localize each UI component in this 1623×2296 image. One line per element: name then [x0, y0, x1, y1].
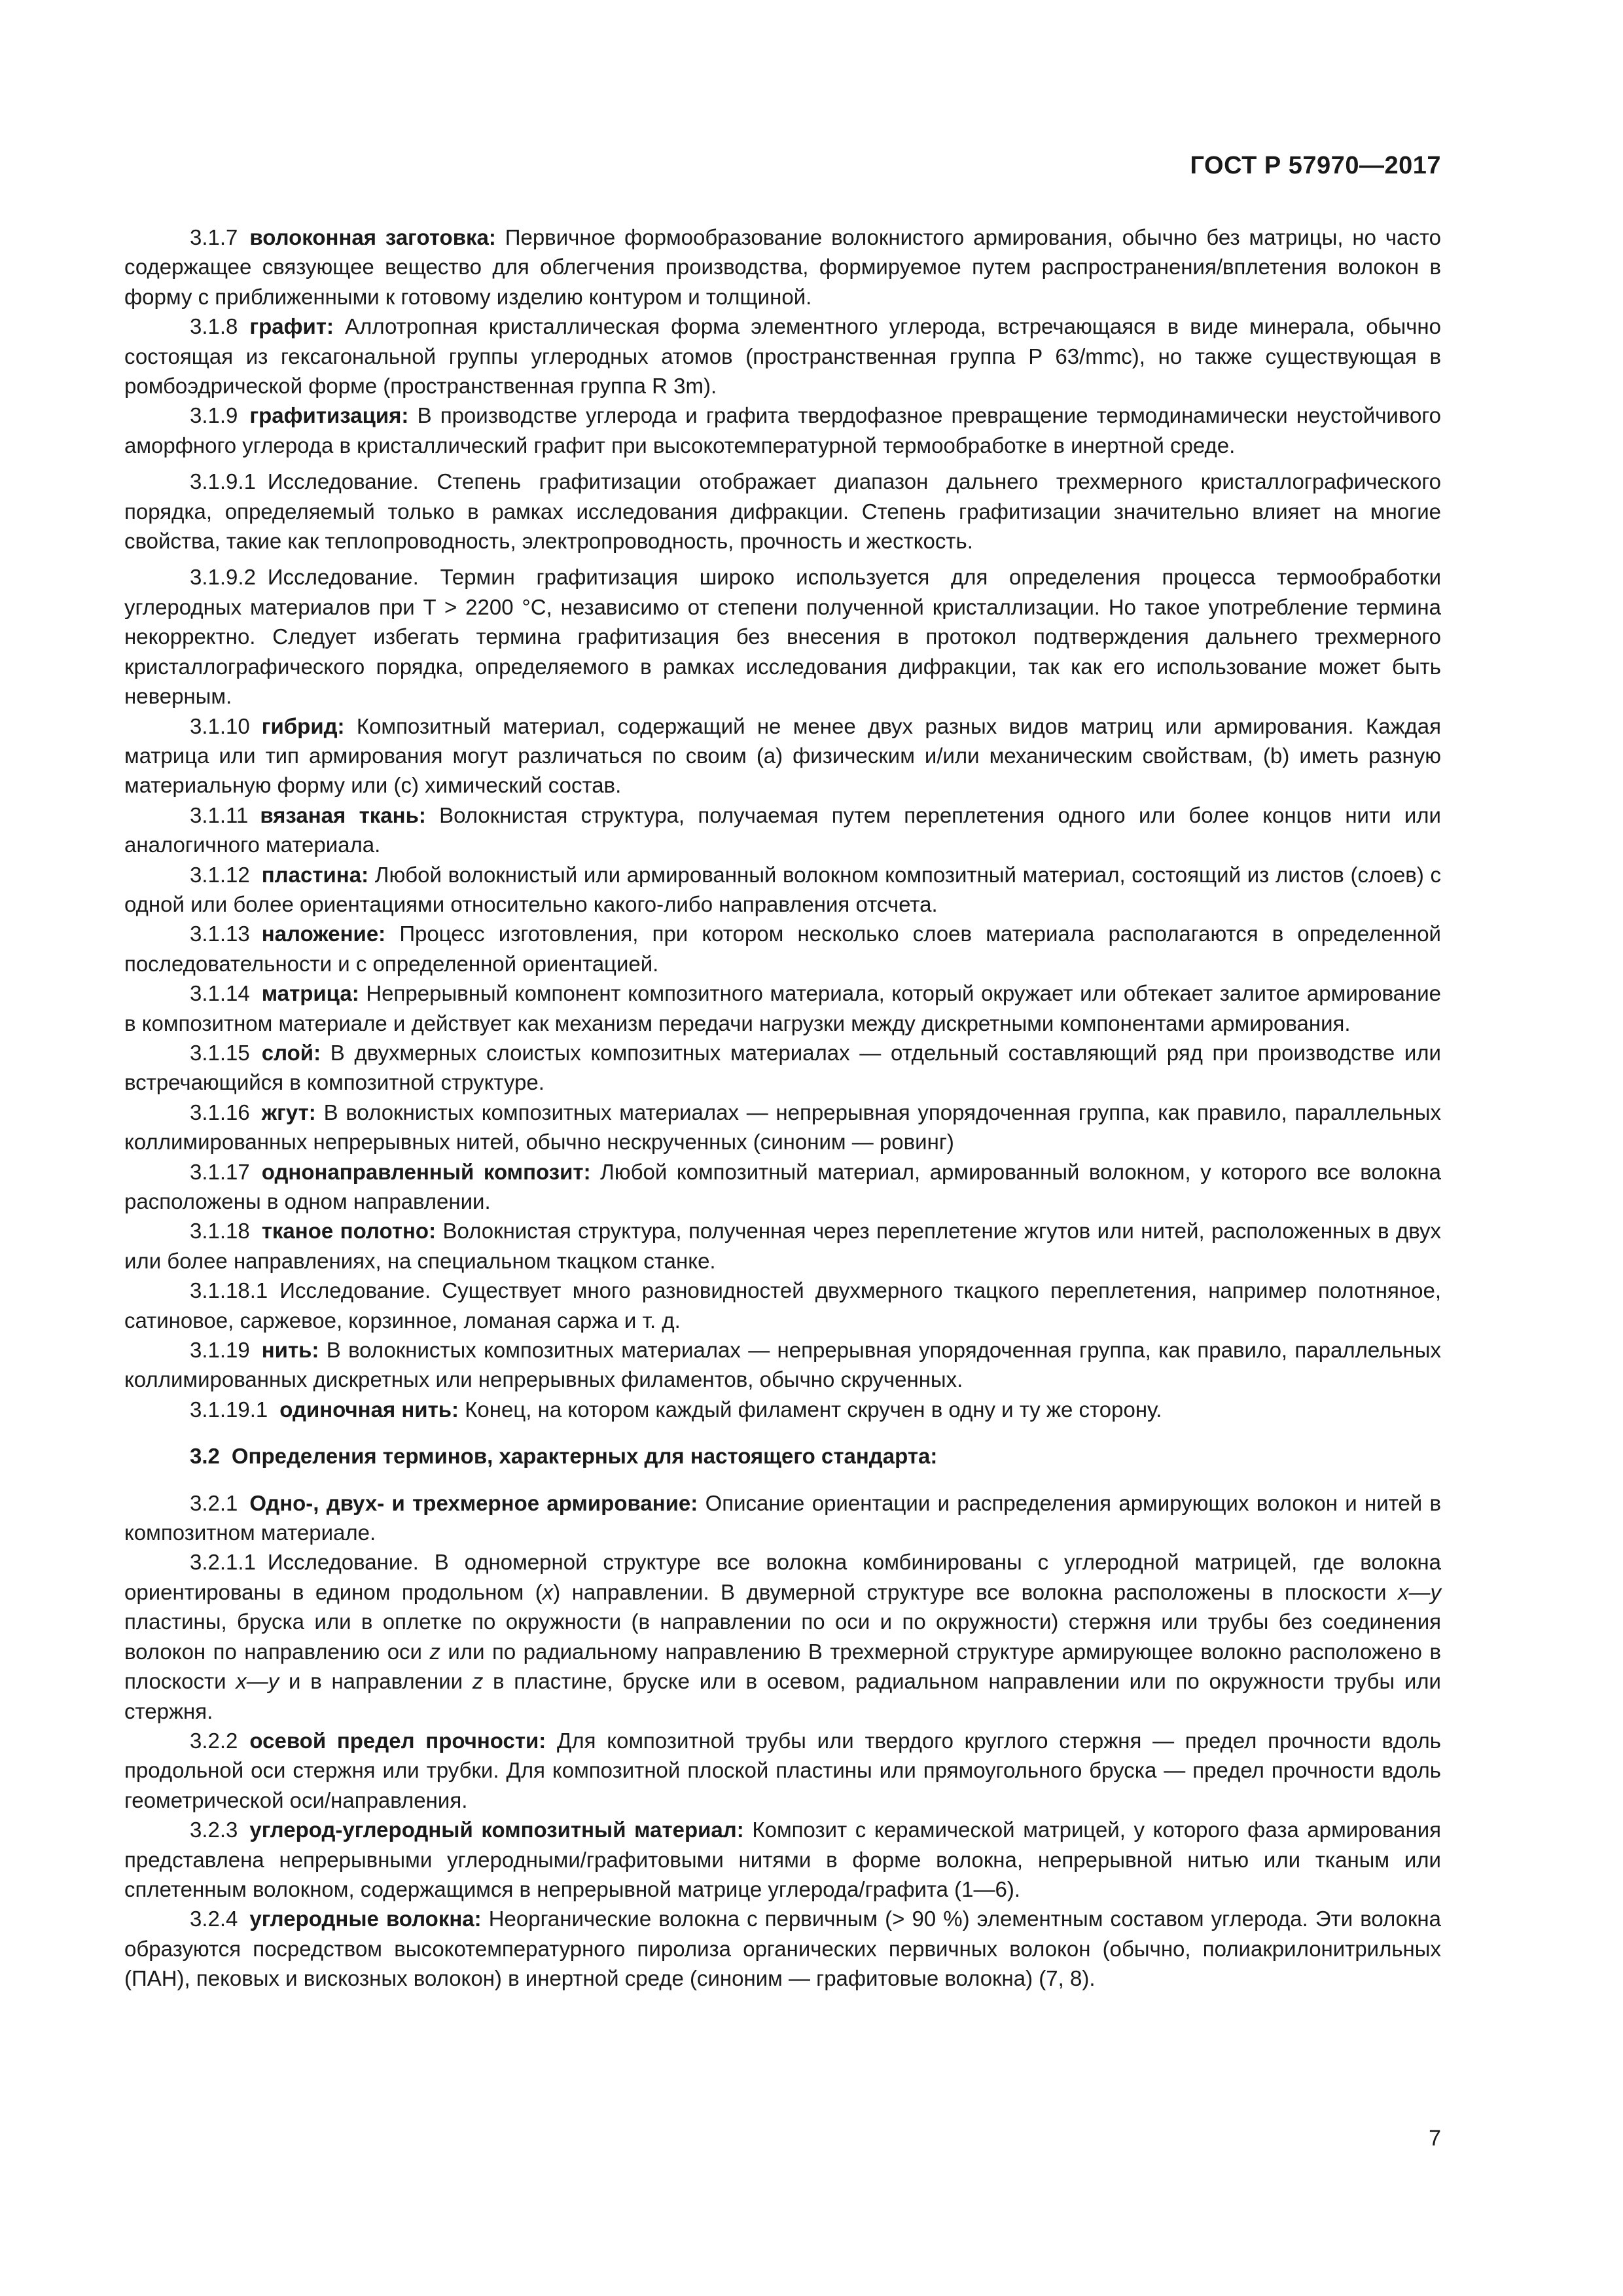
term: слой:: [261, 1040, 321, 1065]
entry-3-2-4: 3.2.4 углеродные волокна: Неорганические волокна с первичным (> 90 %) элементным составом углерода. Эти волокна образуются посредством высокотемпературного пиролиза органических первичных волокон (обычно, полиакрилонитрильных (ПАН), пековых и вискозных волокон) в инертной среде (синоним — графитовые волокна) (7, 8).: [124, 1907, 1441, 1991]
definition: Неорганические волокна с первичным (> 90 %) элементным составом углерода. Эти волокна образуются посредством высокотемпературного пиролиза органических первичных волокон (обычно, полиакрилонитрильных (ПАН), пековых и вискозных волокон) в инертной среде (синоним — графитовые волокна) (7, 8).: [124, 1907, 1441, 1991]
definition: Композитный материал, содержащий не менее двух разных видов матриц или армирования. Каждая матрица или тип армирования могут различаться по своим (a) физическим и/или механическим свойствам, (b) иметь разную материальную форму или (c) химический состав.: [124, 713, 1442, 798]
definition: Волокнистая структура, получаемая путем переплетения одного или более концов нити или аналогичного материала.: [124, 802, 1441, 857]
entry-3-1-9-2: 3.1.9.2 Исследование. Термин графитизация широко используется для определения процесса термообработки углеродных материалов при T > 2200 °C, независимо от степени полученной кристаллизации. Но такое употребление термина некорректно. Следует избегать термина графитизация без внесения в протокол подтверждения дальнего трехмерного кристаллографического порядка, определяемого в рамках исследования дифракции, так как его использование может быть неверным.: [124, 565, 1441, 709]
definition: Описание ориентации и распределения армирующих волокон и нитей в композитном материале.: [124, 1490, 1441, 1545]
entry-3-1-9: 3.1.9 графитизация: В производстве углерода и графита твердофазное превращение термодинамически неустойчивого аморфного углерода в кристаллический графит при высокотемпературной термообработке в инертной среде.: [124, 403, 1442, 457]
term: волоконная заготовка:: [249, 225, 496, 249]
term: углерод-углеродный композитный материал:: [249, 1818, 744, 1842]
entry-3-1-16: 3.1.16 жгут: В волокнистых композитных материалах — непрерывная упорядоченная группа, как правило, параллельных коллимированных непрерывных нитей, обычно нескрученных (синоним — ровинг): [124, 1100, 1442, 1155]
entry-3-1-19: 3.1.19 нить: В волокнистых композитных материалах — непрерывная упорядоченная группа, как правило, параллельных коллимированных дискретных или непрерывных филаментов, обычно скрученных.: [124, 1338, 1441, 1392]
entry-3-1-19-1: 3.1.19.1 одиночная нить: Конец, на котором каждый филамент скручен в одну и ту же сторону.: [190, 1397, 1162, 1422]
term: жгут:: [261, 1100, 316, 1124]
definition: В волокнистых композитных материалах — непрерывная упорядоченная группа, как правило, параллельных коллимированных непрерывных нитей, обычно нескрученных (синоним — ровинг): [124, 1100, 1442, 1155]
entry-3-1-18-1: 3.1.18.1 Исследование. Существует много разновидностей двухмерного ткацкого переплетения, например полотняное, сатиновое, саржевое, корзинное, ломаная саржа и т. д.: [124, 1278, 1441, 1333]
entry-3-1-10: 3.1.10 гибрид: Композитный материал, содержащий не менее двух разных видов матриц или армирования. Каждая матрица или тип армирования могут различаться по своим (a) физическим и/или механическим свойствам, (b) иметь разную материальную форму или (c) химический состав.: [124, 713, 1442, 798]
definition: В волокнистых композитных материалах — непрерывная упорядоченная группа, как правило, параллельных коллимированных дискретных или непрерывных филаментов, обычно скрученных.: [124, 1338, 1441, 1392]
entry-3-1-17: 3.1.17 однонаправленный композит: Любой композитный материал, армированный волокном, у которого все волокна расположены в одном направлении.: [124, 1159, 1442, 1213]
term: однонаправленный композит:: [261, 1159, 591, 1184]
term: нить:: [261, 1338, 319, 1363]
term: углеродные волокна:: [249, 1907, 482, 1931]
term: графит:: [249, 314, 334, 339]
entry-3-1-18: 3.1.18 тканое полотно: Волокнистая структура, полученная через переплетение жгутов или нитей, расположенных в двух или более направлениях, на специальном ткацком станке.: [124, 1219, 1441, 1273]
note: Исследование. Степень графитизации отображает диапазон дальнего трехмерного кристаллографического порядка, определяемый только в рамках исследования дифракции. Степень графитизации значительно влияет на многие свойства, такие как теплопроводность, электропроводность, прочность и жесткость.: [124, 469, 1441, 554]
entry-3-1-13: 3.1.13 наложение: Процесс изготовления, при котором несколько слоев материала располагаются в определенной последовательности и с определенной ориентацией.: [124, 922, 1441, 976]
term: гибрид:: [261, 713, 345, 738]
definition: Волокнистая структура, полученная через переплетение жгутов или нитей, расположенных в двух или более направлениях, на специальном ткацком станке.: [124, 1219, 1441, 1273]
entry-3-2-2: 3.2.2 осевой предел прочности: Для композитной трубы или твердого круглого стержня — предел прочности вдоль продольной оси стержня или трубки. Для композитной плоской пластины или прямоугольного бруска — предел прочности вдоль геометрической оси/направления.: [124, 1728, 1441, 1812]
section-heading-3-2: 3.2 Определения терминов, характерных для настоящего стандарта:: [190, 1444, 938, 1469]
term: одиночная нить:: [279, 1397, 459, 1422]
term: тканое полотно:: [261, 1219, 437, 1244]
term: графитизация:: [249, 403, 409, 428]
term: матрица:: [261, 981, 359, 1006]
entry-3-2-1-1: 3.2.1.1 Исследование. В одномерной структуре все волокна комбинированы с углеродной матрицей, где волокна ориентированы в едином продольном (x) направлении. В двумерной структуре все волокна расположены в плоскости x—y пластины, бруска или в оплетке по окружности (в направлении по оси и по окружности) стержня или трубы без соединения волокон по направлению оси z или по радиальному направлению В трехмерной структуре армирующее волокно расположено в плоскости x—y и в направлении z в пластине, бруске или в осевом, радиальном направлении или по окружности трубы или стержня.: [124, 1550, 1441, 1723]
term: осевой предел прочности:: [249, 1728, 546, 1753]
entry-3-2-1: 3.2.1 Одно-, двух- и трехмерное армирование: Описание ориентации и распределения армирующих волокон и нитей в композитном материале.: [124, 1490, 1441, 1545]
note: Исследование. Термин графитизация широко используется для определения процесса термообработки углеродных материалов при T > 2200 °C, независимо от степени полученной кристаллизации. Но такое употребление термина некорректно. Следует избегать термина графитизация без внесения в протокол подтверждения дальнего трехмерного кристаллографического порядка, определяемого в рамках исследования дифракции, так как его использование может быть неверным.: [124, 565, 1441, 709]
entry-3-2-3: 3.2.3 углерод-углеродный композитный материал: Композит с керамической матрицей, у которого фаза армирования представлена непрерывными углеродными/графитовыми нитями в форме волокна, непрерывной нитью или тканым или сплетенным волокном, содержащимся в непрерывной матрице углерода/графита (1—6).: [124, 1818, 1442, 1901]
entry-3-1-14: 3.1.14 матрица: Непрерывный компонент композитного материала, который окружает или обтекает залитое армирование в композитном материале и действует как механизм передачи нагрузки между дискретными компонентами армирования.: [124, 981, 1441, 1035]
note: Исследование. Существует много разновидностей двухмерного ткацкого переплетения, например полотняное, сатиновое, саржевое, корзинное, ломаная саржа и т. д.: [124, 1278, 1441, 1333]
term: наложение:: [261, 922, 386, 946]
definition: Первичное формообразование волокнистого армирования, обычно без матрицы, но часто содержащее связующее вещество для облегчения производства, формируемое путем распространения/вплетения волокон в форму с приближенными к готовому изделию контуром и толщиной.: [124, 225, 1442, 309]
definition: В производстве углерода и графита твердофазное превращение термодинамически неустойчивого аморфного углерода в кристаллический графит при высокотемпературной термообработке в инертной среде.: [124, 403, 1442, 457]
definition: Композит с керамической матрицей, у которого фаза армирования представлена непрерывными углеродными/графитовыми нитями в форме волокна, непрерывной нитью или тканым или сплетенным волокном, содержащимся в непрерывной матрице углерода/графита (1—6).: [124, 1818, 1442, 1901]
definition: Процесс изготовления, при котором несколько слоев материала располагаются в определенной последовательности и с определенной ориентацией.: [124, 922, 1441, 976]
definition: Любой композитный материал, армированный волокном, у которого все волокна расположены в одном направлении.: [124, 1159, 1442, 1213]
definition: Аллотропная кристаллическая форма элементного углерода, встречающаяся в виде минерала, обычно состоящая из гексагональной группы углеродных атомов (пространственная группа P 63/mmc), но также существующая в ромбоэдрической форме (пространственная группа R 3m).: [124, 314, 1441, 399]
entry-3-1-9-1: 3.1.9.1 Исследование. Степень графитизации отображает диапазон дальнего трехмерного кристаллографического порядка, определяемый только в рамках исследования дифракции. Степень графитизации значительно влияет на многие свойства, такие как теплопроводность, электропроводность, прочность и жесткость.: [124, 469, 1441, 554]
entry-3-1-15: 3.1.15 слой: В двухмерных слоистых композитных материалах — отдельный составляющий ряд при производстве или встречающийся в композитной структуре.: [124, 1040, 1441, 1095]
definition: Для композитной трубы или твердого круглого стержня — предел прочности вдоль продольной оси стержня или трубки. Для композитной плоской пластины или прямоугольного бруска — предел прочности вдоль геометрической оси/направления.: [124, 1728, 1441, 1812]
term: Одно-, двух- и трехмерное армирование:: [249, 1490, 698, 1515]
entry-3-1-7: 3.1.7 волоконная заготовка: Первичное формообразование волокнистого армирования, обычно без матрицы, но часто содержащее связующее вещество для облегчения производства, формируемое путем распространения/вплетения волокон в форму с приближенными к готовому изделию контуром и толщиной.: [124, 225, 1442, 309]
entry-3-1-11: 3.1.11 вязаная ткань: Волокнистая структура, получаемая путем переплетения одного или более концов нити или аналогичного материала.: [124, 802, 1441, 857]
definition: В двухмерных слоистых композитных материалах — отдельный составляющий ряд при производстве или встречающийся в композитной структуре.: [124, 1040, 1441, 1095]
term: вязаная ткань:: [260, 802, 426, 827]
definition: Любой волокнистый или армированный волокном композитный материал, состоящий из листов (слоев) с одной или более ориентациями относительно какого-либо направления отсчета.: [124, 862, 1442, 916]
term: пластина:: [261, 862, 369, 887]
entry-3-1-12: 3.1.12 пластина: Любой волокнистый или армированный волокном композитный материал, состоящий из листов (слоев) с одной или более ориентациями относительно какого-либо направления отсчета.: [124, 862, 1442, 916]
definition: Непрерывный компонент композитного материала, который окружает или обтекает залитое армирование в композитном материале и действует как механизм передачи нагрузки между дискретными компонентами армирования.: [124, 981, 1441, 1035]
document-body: [124, 223, 1441, 1994]
document-id-header: ГОСТ Р 57970—2017: [1190, 152, 1441, 179]
definition: Конец, на котором каждый филамент скручен в одну и ту же сторону.: [465, 1397, 1162, 1422]
page-number: 7: [1429, 2126, 1441, 2151]
entry-3-1-8: 3.1.8 графит: Аллотропная кристаллическая форма элементного углерода, встречающаяся в виде минерала, обычно состоящая из гексагональной группы углеродных атомов (пространственная группа P 63/mmc), но также существующая в ромбоэдрической форме (пространственная группа R 3m).: [124, 314, 1441, 399]
